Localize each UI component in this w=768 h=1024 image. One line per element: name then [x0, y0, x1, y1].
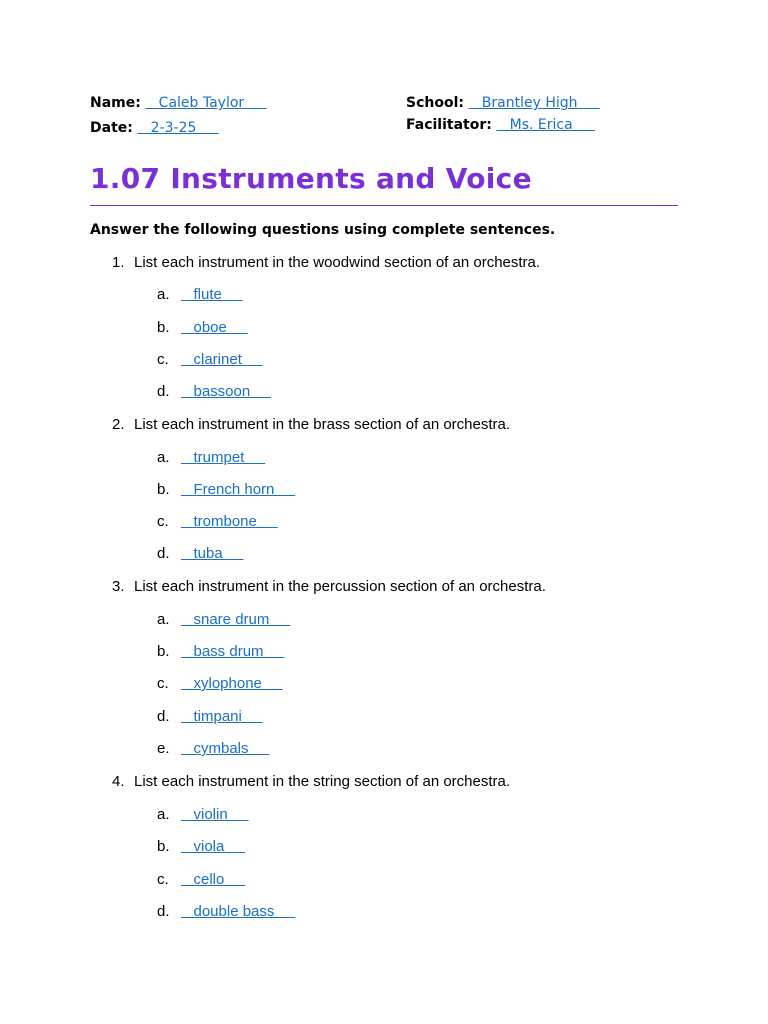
school-value: Brantley High	[468, 95, 600, 111]
answer-letter: b.	[157, 643, 170, 660]
answer-item	[157, 611, 290, 628]
answer-item	[157, 871, 245, 888]
answer-value: trombone	[181, 513, 278, 530]
answer-value: xylophone	[181, 675, 283, 692]
question-number: 4.	[112, 773, 125, 790]
answer-letter: c.	[157, 351, 169, 368]
answer-item	[157, 449, 265, 466]
answer-value: bass drum	[181, 643, 285, 660]
question-3	[112, 578, 546, 595]
answer-item	[157, 675, 283, 692]
school-field	[406, 95, 600, 111]
question-number: 3.	[112, 578, 125, 595]
title-divider	[90, 205, 678, 206]
answer-value: tuba	[181, 545, 244, 562]
answer-item	[157, 806, 249, 823]
answer-item	[157, 286, 243, 303]
date-value: 2-3-25	[137, 120, 219, 136]
answer-value: cymbals	[181, 740, 270, 757]
name-field	[90, 95, 266, 111]
question-4	[112, 773, 510, 790]
answer-value: double bass	[181, 903, 296, 920]
answer-value: French horn	[181, 481, 296, 498]
answer-letter: c.	[157, 675, 169, 692]
answer-item	[157, 319, 248, 336]
answer-value: trumpet	[181, 449, 266, 466]
school-label: School:	[406, 95, 464, 111]
answer-item	[157, 708, 263, 725]
question-number: 2.	[112, 416, 125, 433]
answer-value: snare drum	[181, 611, 291, 628]
answer-item	[157, 351, 263, 368]
answer-item	[157, 481, 295, 498]
question-text: List each instrument in the brass section of an orchestra.	[134, 416, 511, 433]
answer-letter: a.	[157, 286, 170, 303]
answer-letter: e.	[157, 740, 170, 757]
question-text: List each instrument in the percussion section of an orchestra.	[134, 578, 546, 595]
answer-letter: b.	[157, 838, 170, 855]
answer-letter: a.	[157, 449, 170, 466]
answer-value: clarinet	[181, 351, 263, 368]
answer-letter: c.	[157, 513, 169, 530]
name-value: Caleb Taylor	[145, 95, 267, 111]
name-label: Name:	[90, 95, 141, 111]
answer-item	[157, 513, 278, 530]
question-number: 1.	[112, 254, 125, 271]
answer-letter: d.	[157, 708, 170, 725]
answer-item	[157, 838, 245, 855]
answer-letter: d.	[157, 383, 170, 400]
answer-value: oboe	[181, 319, 248, 336]
date-field	[90, 120, 219, 136]
answer-letter: b.	[157, 481, 170, 498]
facilitator-field	[406, 117, 595, 133]
answer-value: viola	[181, 838, 246, 855]
answer-value: cello	[181, 871, 246, 888]
question-2	[112, 416, 510, 433]
answer-item	[157, 545, 244, 562]
date-label: Date:	[90, 120, 133, 136]
answer-letter: d.	[157, 545, 170, 562]
answer-value: violin	[181, 806, 249, 823]
answer-item	[157, 740, 269, 757]
answer-item	[157, 383, 271, 400]
answer-value: flute	[181, 286, 243, 303]
answer-letter: a.	[157, 611, 170, 628]
facilitator-label: Facilitator:	[406, 117, 492, 133]
answer-letter: c.	[157, 871, 169, 888]
question-1	[112, 254, 540, 271]
answer-letter: d.	[157, 903, 170, 920]
answer-letter: b.	[157, 319, 170, 336]
facilitator-value: Ms. Erica	[496, 117, 595, 133]
answer-value: bassoon	[181, 383, 272, 400]
answer-item	[157, 643, 284, 660]
answer-letter: a.	[157, 806, 170, 823]
question-text: List each instrument in the woodwind section of an orchestra.	[134, 254, 541, 271]
instructions: Answer the following questions using complete sentences.	[90, 222, 556, 238]
question-text: List each instrument in the string section of an orchestra.	[134, 773, 511, 790]
answer-item	[157, 903, 295, 920]
answer-value: timpani	[181, 708, 263, 725]
page-title: 1.07 Instruments and Voice	[90, 162, 532, 195]
